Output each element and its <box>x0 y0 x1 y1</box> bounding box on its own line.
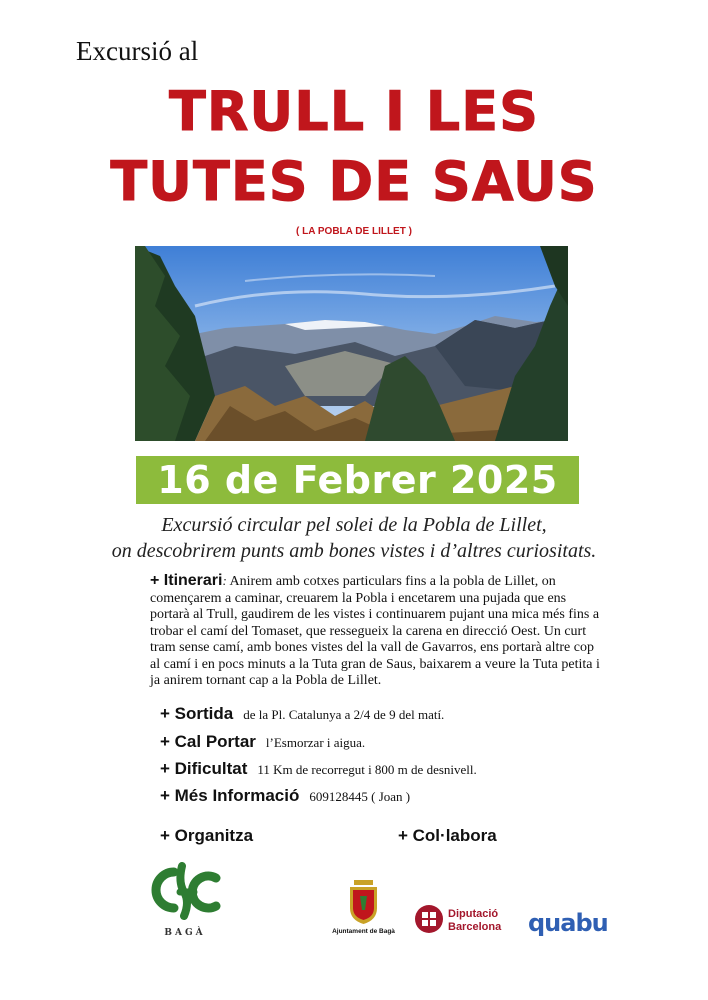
quabu-logo <box>526 908 614 938</box>
landscape-photo <box>135 246 568 441</box>
main-title-line-1: TRULL I LES <box>169 80 539 143</box>
info-row-dificultat <box>160 759 477 779</box>
cec-baga-text: BAGÀ <box>164 928 206 938</box>
sortida-label: + Sortida <box>160 704 234 723</box>
itinerary-colon: : <box>222 573 227 588</box>
ajuntament-baga-logo <box>326 878 401 936</box>
cal-portar-text: l’Esmorzar i aigua. <box>265 735 366 750</box>
cec-baga-logo <box>144 862 226 940</box>
cal-portar-label: + Cal Portar <box>160 732 256 751</box>
itinerary-label: + Itinerari <box>150 572 223 589</box>
location-subtitle: ( LA POBLA DE LILLET ) <box>296 226 412 237</box>
diputacio-barcelona-logo <box>414 902 510 936</box>
diputacio-text-2: Barcelona <box>448 921 502 933</box>
sortida-text: de la Pl. Catalunya a 2/4 de 9 del matí. <box>243 707 445 722</box>
itinerary-text: Anirem amb cotxes particulars fins a la pobla de Lillet, on començarem a caminar, creuarem la Pobla i encetarem una pujada que ens portarà al Trull, gaudirem de les vistes i continuarem pujant una mica més fins a trobar el camí del Tomaset, que ressegueix la carena en direcció Oest. Un curt tram sense camí, amb bones vistes del la vall de Gavarros, ens portarà altre cop al camí i en pocs minuts a la Tuta gran de Saus, baixarem a veure la Tuta petita i ja anirem tornant cap a la Pobla de Lillet. <box>150 574 600 688</box>
itinerary-paragraph <box>150 573 600 690</box>
mes-informacio-text: 609128445 ( Joan ) <box>309 789 411 804</box>
info-row-mes-informacio <box>160 786 410 806</box>
info-row-cal-portar <box>160 732 365 752</box>
date-banner: 16 de Febrer 2025 <box>136 456 579 504</box>
main-title-line-2: TUTES DE SAUS <box>110 150 598 213</box>
info-row-sortida <box>160 704 444 724</box>
mes-informacio-label: + Més Informació <box>160 786 300 805</box>
intro-line-2: on descobrirem punts amb bones vistes i d’altres curiositats. <box>111 540 597 562</box>
ajuntament-text: Ajuntament de Bagà <box>332 928 395 935</box>
pre-title: Excursió al <box>76 36 199 66</box>
intro-line-1: Excursió circular pel solei de la Pobla de Lillet, <box>161 514 547 536</box>
diputacio-text-1: Diputació <box>448 908 499 920</box>
organitza-label: + Organitza <box>160 826 254 845</box>
quabu-text: quabu <box>528 909 608 937</box>
dificultat-label: + Dificultat <box>160 759 248 778</box>
dificultat-text: 11 Km de recorregut i 800 m de desnivell. <box>257 762 477 777</box>
collabora-label: + Col·labora <box>398 826 497 845</box>
